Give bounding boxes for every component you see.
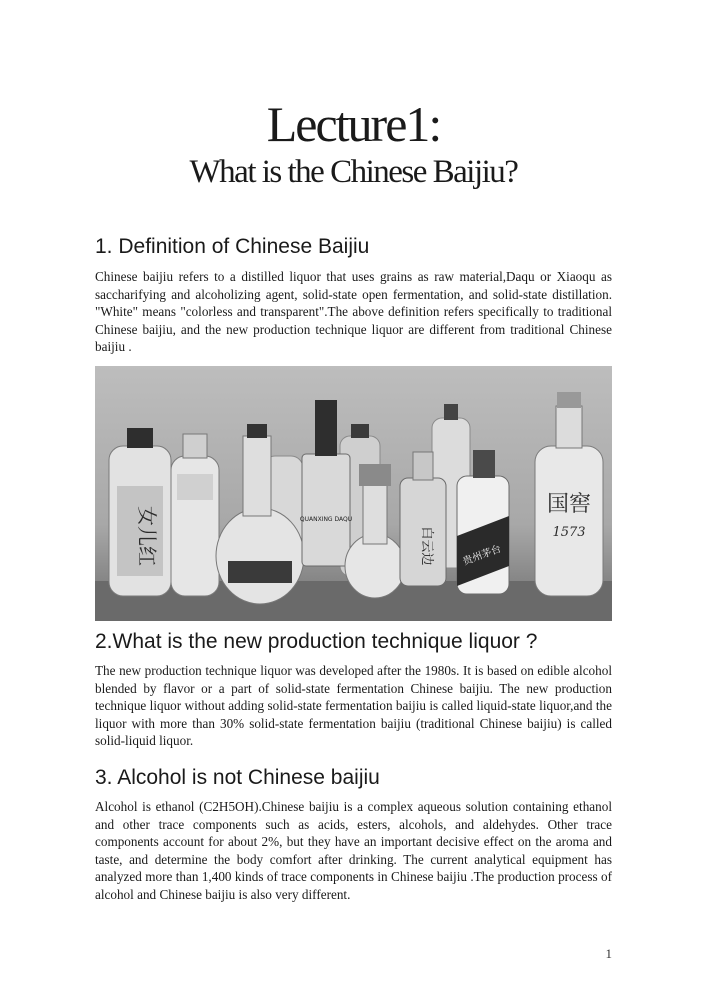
section-heading-alcohol: 3. Alcohol is not Chinese baijiu [95,766,380,789]
baijiu-bottles-photo [95,366,612,621]
guojiao-label: 国窖 [546,492,592,517]
section-heading-new-technique: 2.What is the new production technique liquor ? [95,630,538,653]
lecture-subtitle: What is the Chinese Baijiu? [189,154,518,190]
page-number: 1 [605,946,612,961]
lecture-title: Lecture1: [266,96,441,152]
section-heading-definition: 1. Definition of Chinese Baijiu [95,235,370,258]
square-bottle-label: QUANXING DAQU [299,516,353,523]
section-body-definition: Chinese baijiu refers to a distilled liquor that uses grains as raw material,Daqu or Xiaoqu as saccharifying and alcoholizing agent, solid-state open fermentation, and solid-state distillation. "White" means "colorless and transparent".The above definition refers specifically to traditional Chinese baijiu, and the new production technique liquor are different from traditional Chinese baijiu . [95,269,612,355]
title-block [0,96,707,192]
moutai-label: 贵州茅台 [461,543,503,568]
section-body-alcohol: Alcohol is ethanol (C2H5OH).Chinese baijiu is a complex aqueous solution containing ethanol and other trace components such as acids, esters, alcohols, and aldehydes. Other trace components account for about 2%, but they have an important decisive effect on the aroma and taste, and determine the body comfort after drinking. The current analytical equipment has analyzed more than 1,400 kinds of trace components in Chinese baijiu .The production process of alcohol and Chinese baijiu is also very different. [95,799,612,902]
section-body-new-technique: The new production technique liquor was developed after the 1980s. It is based on edible alcohol blended by flavor or a part of solid-state fermentation Chinese baijiu. The new production technique liquor without adding solid-state fermentation baijiu is called liquid-state liquor,and the liquor with more than 30% solid-state fermentation baijiu (traditional Chinese baijiu) is called solid-liquid liquor. [95,663,612,749]
guojiao-year-label: 1573 [552,525,586,540]
left-bottle-label: 女儿红 [135,506,159,566]
box-bottle-label: 白云边 [419,526,434,566]
